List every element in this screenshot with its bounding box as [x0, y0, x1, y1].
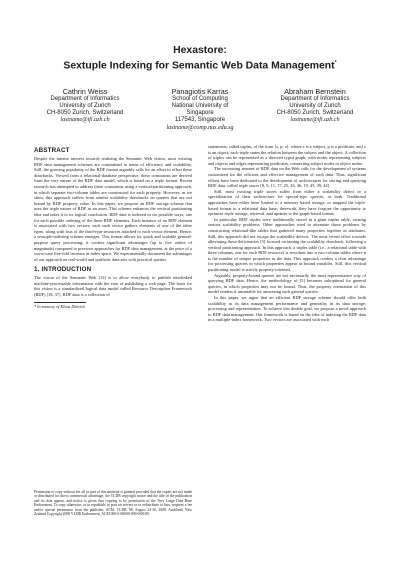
body-paragraph: statements, called triples, of the form ⟨s, p, o⟩, where s is a subject, p is a predicate, and o is an object; each triple states the relation between the subject and the object. A collection of triples can be represented as a directed typed graph, with nodes representing subjects and objects and edges representing predicates, connecting subject nodes to object nodes. [208, 144, 366, 166]
affiliation-line: 117543, Singapore [174, 116, 226, 123]
affiliation-line: University of Zurich [289, 102, 341, 109]
paper-title-line2 [0, 57, 400, 72]
affiliation-line: Department of Informatics [50, 96, 120, 102]
author-2 [155, 87, 245, 124]
introduction-heading: 1. INTRODUCTION [34, 266, 92, 274]
permission-notice: Permission to copy without fee all or part of this material is granted provided that the copies are not made or distributed for direct commercial advantage, the VLDB copyright notice and the title of the publication and its date appear, and notice is given that copying is by permission of the Very Large Data Base Endowment. To copy otherwise, or to republish, to post on servers or to redistribute to lists, requires a fee and/or special permission from the publisher, ACM. VLDB '08, August 24-30, 2008, Auckland, New Zealand Copyright 2008 VLDB Endowment, ACM 000-0-00000-000-0/00/00. [34, 490, 192, 517]
affiliation-line: University of Zurich [59, 102, 111, 109]
body-paragraph: Still, most existing triple stores suffer from either a scalability defect or a specialization of their architecture for special-type queries, or both. Traditional approaches have either been limited to a memory based storage, or mapped the triple-based format to a relational data base; therewith, they have forgone the opportunity to optimize triple storage, retrieval, and updates to the graph-based format. [208, 188, 366, 217]
author-email: lastname@ifi.uzh.ch [60, 116, 110, 123]
affiliation-line: Singapore [186, 109, 214, 116]
author-3 [270, 87, 360, 124]
introduction-text: The vision of the Semantic Web [13] is to allow everybody to publish interlinked machine-processable information with the ease of publishing a web page. The basis for this vision is a standardized logical data model called Resource Description Framework (RDF) [18, 37]. RDF data is a collection of [34, 275, 192, 298]
footnote: * In memory of Klaus Dittrich. [34, 303, 86, 309]
body-paragraph: In particular, RDF triples were traditionally stored in a giant triples table, causing serious scalability problems. Other approaches tried to attenuate those problems by constructing relational-like tables that gathered many properties together as attributes. Still, this approach did not escape the scalability defects. The most recent effort towards alleviating these deficiencies [5] focused on taming the scalability drawback, following a vertical partitioning approach. In this approach, a triples table (i.e., a relational table with three columns, one for each RDF resource) is rewritten into n two-column tables where n is the number of unique properties in the data. This approach confers a clear advantage for processing queries in which properties appear as bound variables. Still, this vertical partitioning model is strictly property-oriented. [208, 216, 366, 273]
affiliation-line: CH-8050 Zurich, Switzerland [46, 109, 124, 116]
body-paragraph: Arguably, property-bound queries are not necessarily the most representative way of querying RDF data. Hence, the methodology of [5] becomes suboptimal for general queries, in which properties may not be bound. Thus, the property orientation of this model renders it unsuitable for answering such general queries. [208, 272, 366, 295]
abstract-heading: ABSTRACT [34, 147, 70, 154]
footnote-rule [34, 302, 86, 303]
author-name: Cathrin Weiss [62, 87, 108, 96]
paper-title-star: * [334, 60, 337, 66]
author-block [0, 87, 400, 147]
left-column [34, 147, 192, 309]
affiliation-line: CH-8050 Zurich, Switzerland [276, 109, 354, 116]
author-name: Panagiotis Karras [171, 87, 229, 96]
affiliation-line: Department of Informatics [280, 96, 350, 102]
affiliation-line: School of Computing [172, 96, 228, 102]
shared-author-email: lastname@comp.nus.edu.sg [166, 125, 234, 131]
body-paragraph: In this paper, we argue that an efficient RDF storage scheme should offer both scalability in its data management performance and generality in its data storage, processing and representation. To achieve this double goal, we propose a novel approach to RDF data management. Our framework is based on the idea of indexing the RDF data in a multiple-index framework. Two vectors are associated with each [208, 295, 366, 323]
abstract-text: Despite the intense interest towards realizing the Semantic Web vision, most existing RDF data management schemes are constrained in terms of efficiency and scalability. Still, the growing popularity of the RDF format arguably calls for an effort to offset these drawbacks. Viewed from a relational-database perspective, these constraints are derived from the very nature of the RDF data model, which is based on a triple format. Recent research has attempted to address these constraints using a vertical-partitioning approach, in which separate two-column tables are constructed for each property. However, as we show, this approach suffers from similar scalability drawbacks on queries that are not bound by RDF property value. In this paper, we propose an RDF storage scheme that uses the triple nature of RDF as an asset. This scheme enhances the vertical partitioning idea and takes it to its logical conclusion. RDF data is indexed in six possible ways, one for each possible ordering of the three RDF elements. Each instance of an RDF element is associated with two vectors; each such vector gathers elements of one of the other types, along with lists of the third-type resources attached to each vector element. Hence, a sextuple-indexing scheme emerges. This format allows for quick and scalable general-purpose query processing; it confers significant advantages (up to five orders of magnitude) compared to previous approaches for RDF data management, at the price of a worst-case five-fold increase in index space. We experimentally document the advantages of our approach on real-world and synthetic data sets with practical queries. [34, 156, 192, 262]
body-paragraph: The increasing amount of RDF data on the Web calls for the development of systems customized for the efficient and effective management of such data. Thus, significant efforts have been dedicated to the development of architectures for storing and querying RDF data, called triple stores [8, 9, 11, 17, 25, 26, 46, 19, 45, 39, 44]. [208, 166, 366, 189]
paper-title-line1: Hexastore: [173, 45, 227, 56]
affiliation-line: National University of [171, 102, 229, 109]
author-name: Abraham Bernstein [284, 87, 346, 96]
author-1 [40, 87, 130, 124]
paper-title-main: Sextuple Indexing for Semantic Web Data Management [63, 60, 335, 72]
author-email: lastname@ifi.uzh.ch [290, 116, 340, 123]
right-column [208, 144, 366, 323]
